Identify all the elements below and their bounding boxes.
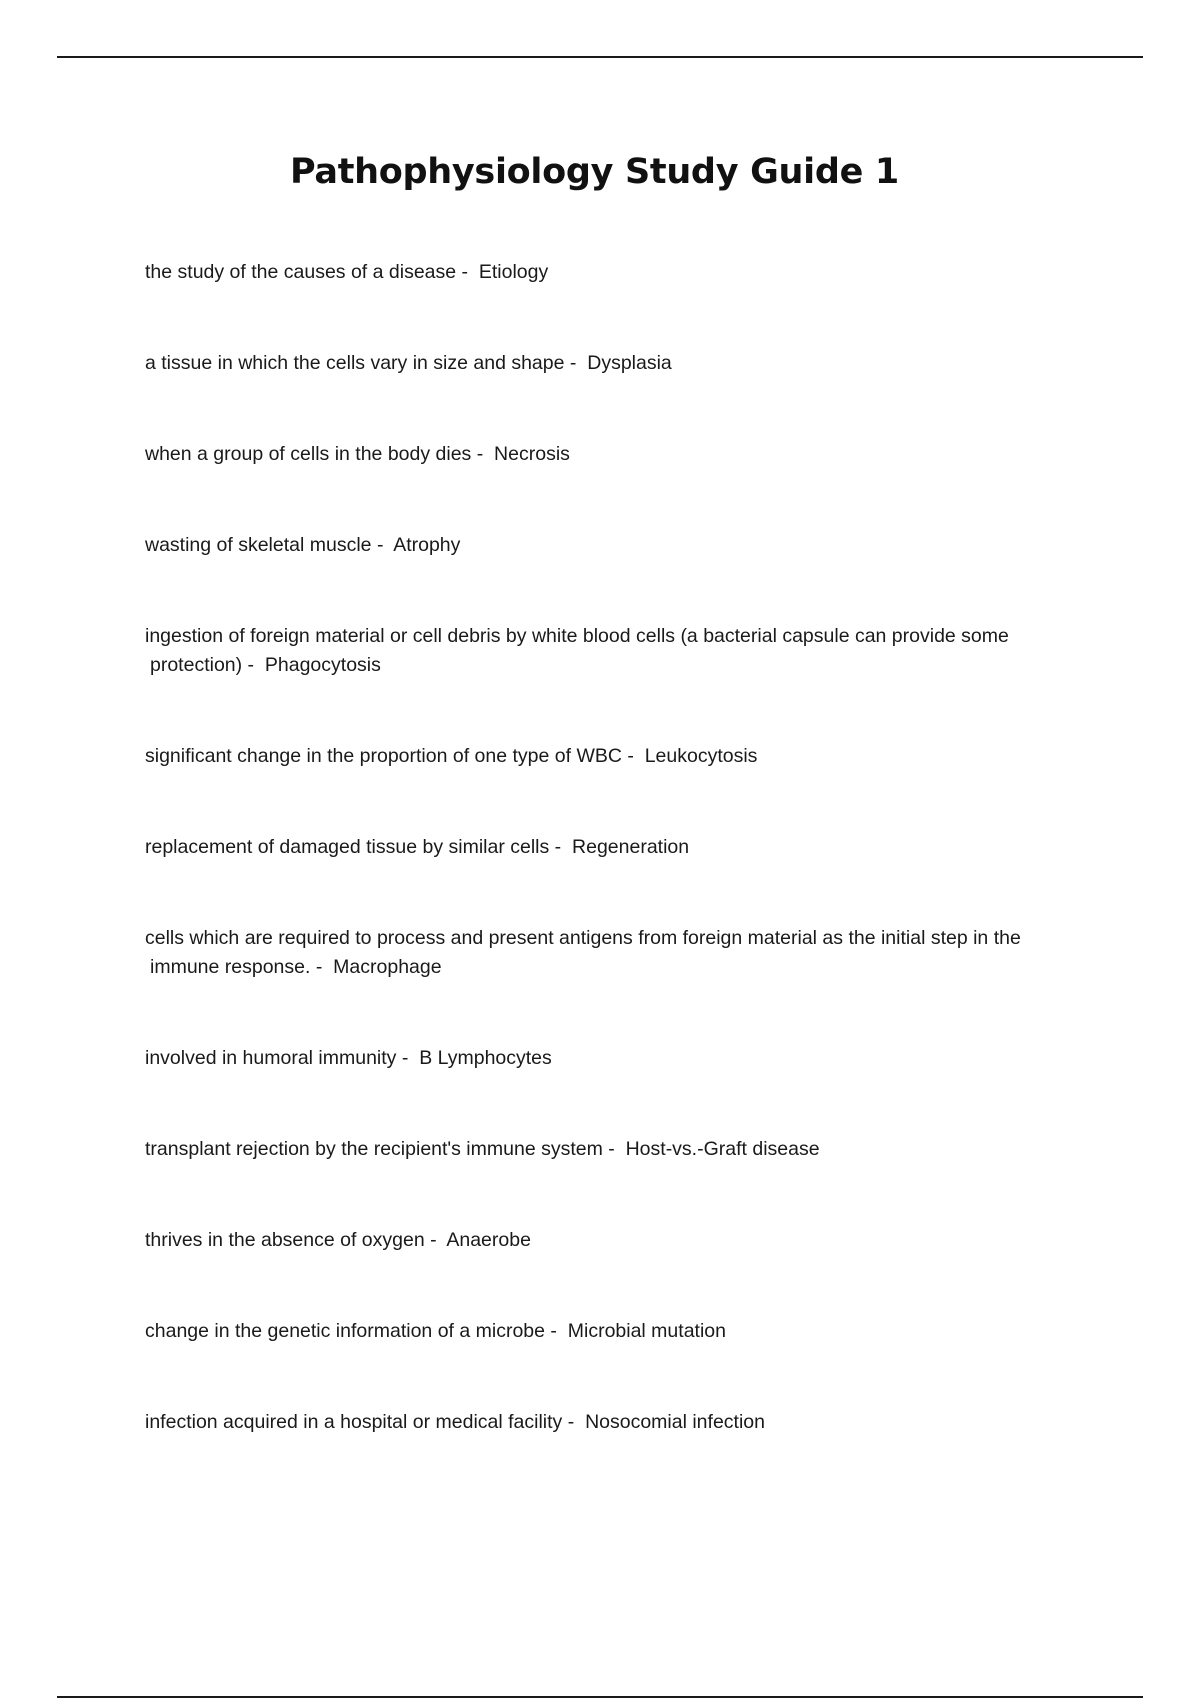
qa-question: replacement of damaged tissue by similar cells — [145, 836, 550, 858]
qa-separator: - — [621, 745, 645, 767]
top-rule — [57, 56, 1143, 58]
qa-item-phagocytosis — [145, 622, 1085, 680]
qa-question: change in the genetic information of a microbe — [145, 1320, 545, 1342]
qa-answer: Necrosis — [494, 443, 570, 465]
qa-separator: - — [471, 443, 495, 465]
qa-item-nosocomial-infection — [145, 1408, 1085, 1437]
qa-item-leukocytosis — [145, 742, 1085, 771]
qa-item-b-lymphocytes — [145, 1044, 1085, 1073]
qa-separator: - — [549, 836, 573, 858]
page-title: Pathophysiology Study Guide 1 — [290, 152, 899, 192]
qa-question: involved in humoral immunity — [145, 1047, 397, 1069]
qa-answer: Anaerobe — [446, 1229, 531, 1251]
qa-question: wasting of skeletal muscle — [145, 534, 372, 556]
qa-separator: - — [456, 261, 479, 283]
qa-item-macrophage — [145, 924, 1085, 982]
qa-separator: - — [564, 352, 588, 374]
qa-separator: - — [242, 654, 265, 676]
qa-item-etiology — [145, 258, 1085, 287]
qa-answer: Regeneration — [572, 836, 690, 858]
qa-question: a tissue in which the cells vary in size and shape — [145, 352, 565, 374]
qa-separator: - — [396, 1047, 420, 1069]
bottom-rule — [57, 1696, 1143, 1698]
qa-question: transplant rejection by the recipient's immune system — [145, 1138, 603, 1160]
qa-answer: B Lymphocytes — [419, 1047, 552, 1069]
qa-question: when a group of cells in the body dies — [145, 443, 472, 465]
qa-answer: Leukocytosis — [644, 745, 758, 767]
qa-question: significant change in the proportion of one type of WBC — [145, 745, 622, 767]
qa-item-dysplasia — [145, 349, 1085, 378]
qa-answer: Phagocytosis — [264, 654, 381, 676]
qa-separator: - — [545, 1320, 568, 1342]
qa-item-regeneration — [145, 833, 1085, 862]
qa-answer: Macrophage — [333, 956, 442, 978]
qa-separator: - — [562, 1411, 586, 1433]
qa-item-anaerobe — [145, 1226, 1085, 1255]
qa-answer: Microbial mutation — [567, 1320, 726, 1342]
qa-item-microbial-mutation — [145, 1317, 1085, 1346]
qa-separator: - — [424, 1229, 447, 1251]
qa-question: thrives in the absence of oxygen — [145, 1229, 425, 1251]
qa-item-host-vs-graft — [145, 1135, 1085, 1164]
qa-separator: - — [310, 956, 334, 978]
qa-answer: Host-vs.-Graft disease — [625, 1138, 820, 1160]
qa-list — [145, 258, 1085, 1437]
qa-separator: - — [371, 534, 394, 556]
qa-separator: - — [602, 1138, 626, 1160]
qa-question: ingestion of foreign material or cell debris by white blood cells (a bacterial capsule can provide some protection) — [145, 625, 1009, 676]
qa-question: the study of the causes of a disease — [145, 261, 457, 283]
qa-answer: Atrophy — [393, 534, 461, 556]
qa-answer: Dysplasia — [587, 352, 672, 374]
qa-item-necrosis — [145, 440, 1085, 469]
qa-question: infection acquired in a hospital or medical facility — [145, 1411, 563, 1433]
qa-answer: Nosocomial infection — [585, 1411, 765, 1433]
qa-item-atrophy — [145, 531, 1085, 560]
qa-question: cells which are required to process and present antigens from foreign material as the initial step in the immune response. — [145, 927, 1021, 978]
qa-answer: Etiology — [478, 261, 549, 283]
